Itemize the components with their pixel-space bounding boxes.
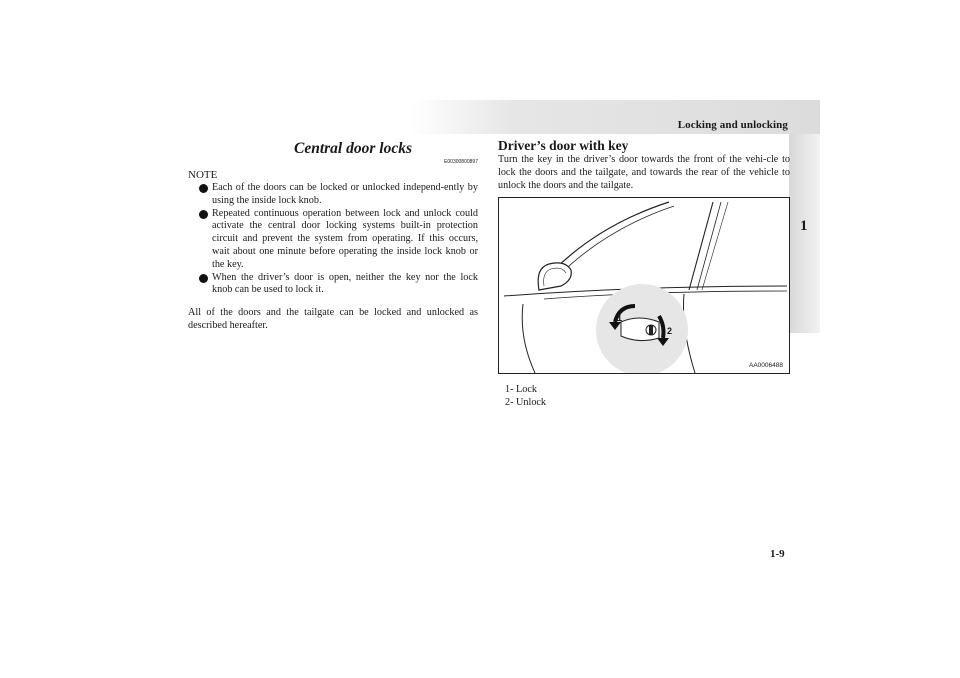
bullet-text: When the driver’s door is open, neither the key nor the lock knob can be used to lock it. <box>212 271 478 296</box>
intro-paragraph: All of the doors and the tailgate can be locked and unlocked as described hereafter. <box>188 307 478 331</box>
callout-unlock-number: 2 <box>667 326 673 336</box>
bullet-text: Each of the doors can be locked or unlocked independ-ently by using the inside lock knob. <box>212 182 478 206</box>
section-title: Central door locks <box>294 140 412 157</box>
instruction-paragraph: Turn the key in the driver’s door towards the front of the vehi-cle to lock the doors and the tailgate, and towards the rear of the vehicle to unlock the doors and the tailgate. <box>498 154 790 191</box>
legend-item-unlock: 2- Unlock <box>505 397 547 408</box>
chapter-number: 1 <box>800 218 808 234</box>
note-bullet <box>188 272 478 298</box>
callout-lock-number: 1 <box>617 313 623 323</box>
note-bullet-list <box>188 182 478 297</box>
note-label: NOTE <box>188 169 218 181</box>
bullet-dot-icon <box>199 274 208 283</box>
bullet-text: Repeated continuous operation between lock and unlock could activate the central door locking systems built-in protection circuit and prevent the system from operating. If this occurs, wait about one minute before operating the inside lock knob or the key. <box>212 207 478 270</box>
subsection-title: Driver’s door with key <box>498 138 629 153</box>
figure-legend <box>505 383 546 409</box>
door-lock-illustration <box>498 197 790 374</box>
right-column <box>498 138 790 192</box>
document-code: E00300800897 <box>444 159 478 165</box>
bullet-dot-icon <box>199 184 208 193</box>
page-number: 1-9 <box>770 548 785 560</box>
figure-code: AA0006488 <box>749 362 783 369</box>
bullet-dot-icon <box>199 210 208 219</box>
left-column <box>188 140 478 333</box>
legend-item-lock: 1- Lock <box>505 384 537 395</box>
note-bullet <box>188 208 478 272</box>
running-header-title: Locking and unlocking <box>677 119 788 131</box>
car-door-drawing <box>499 198 789 373</box>
note-bullet <box>188 182 478 208</box>
